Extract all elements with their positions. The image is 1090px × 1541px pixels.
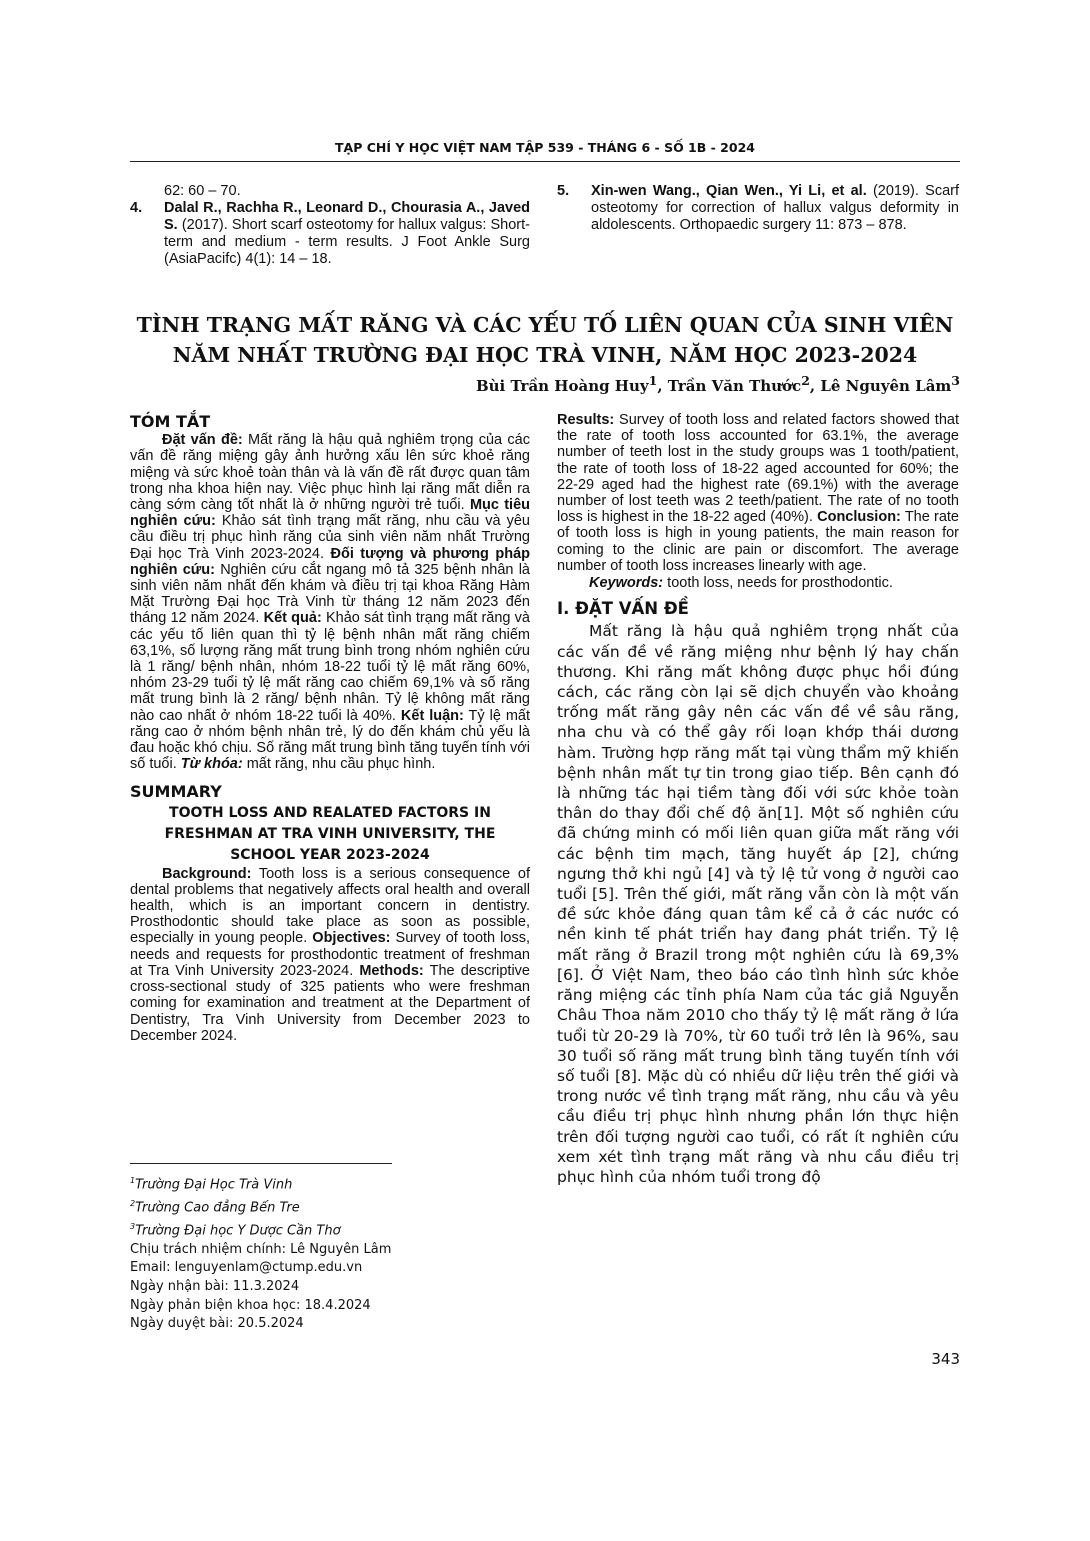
abstract-label: Đối tượng và phương pháp nghiên cứu: xyxy=(130,545,531,578)
author-separator: , xyxy=(657,377,668,395)
reference-text: (2019). Scarf osteotomy for correction of hallux valgus deformity in aldolescents. Orthopaedic surgery 11: 873 – 878. xyxy=(591,183,960,233)
journal-header: TẠP CHÍ Y HỌC VIỆT NAM TẬP 539 - THÁNG 6 - SỐ 1B - 2024 xyxy=(335,140,755,155)
author-name: Trần Văn Thước xyxy=(667,377,802,395)
abstract-label: Mục tiêu nghiên cứu: xyxy=(130,497,531,530)
reference-item xyxy=(130,200,530,268)
abstract-text: The descriptive cross-sectional study of 325 patients who were freshman coming for examination and treatment at the Department of Dentistry, Tra Vinh University from December 2023 to December 2024. xyxy=(130,962,530,1044)
abstract-text: Mất răng là hậu quả nghiêm trọng của các vấn đề răng miệng gây ảnh hưởng xấu lên sức khoẻ răng miệng và sức khoẻ toàn thân và là vấn đề rất được quan tâm trong nha khoa hiện nay. Việc phục hình lại răng mất diễn ra càng sớm càng tốt nhất là ở những người trẻ tuổi. xyxy=(130,432,530,514)
email-link[interactable]: Email: lenguyenlam@ctump.edu.vn xyxy=(130,1260,363,1276)
date-accepted: Ngày duyệt bài: 20.5.2024 xyxy=(130,1316,304,1332)
abstract-label: Background: xyxy=(162,865,252,882)
abstract-text: Tooth loss is a serious consequence of dental problems that negatively affects oral health and overall health, which is an important concern in dentistry. Prosthodontic should take place as soon as possible, especially in young people. xyxy=(130,865,530,947)
article-title xyxy=(130,310,960,370)
corresponding-author: Chịu trách nhiệm chính: Lê Nguyên Lâm xyxy=(130,1241,392,1257)
reference-number: 5. xyxy=(557,183,570,199)
date-received: Ngày nhận bài: 11.3.2024 xyxy=(130,1278,300,1294)
references-left xyxy=(130,183,530,268)
date-reviewed: Ngày phản biện khoa học: 18.4.2024 xyxy=(130,1297,371,1313)
abstract-en-keywords xyxy=(557,575,959,591)
abstract-text: Nghiên cứu cắt ngang mô tả 325 bệnh nhân là sinh viên năm nhất đến khám và điều trị tại khoa Răng Hàm Mặt Trường Đại học Trà Vinh từ tháng 12 năm 2023 đến tháng 12 năm 2024. xyxy=(130,561,530,627)
keywords-label: Keywords: xyxy=(589,575,664,592)
affiliation-3: $^3$Trường Đại học Y Dược Cần Thơ xyxy=(130,1221,341,1239)
author-affiliation-mark: 2 xyxy=(801,373,810,388)
abstract-text: Tỷ lệ mất răng cao ở nhóm bệnh nhân trẻ, lý do đến khám chủ yếu là đau hoặc khó chịu. Số răng mất trung bình tăng tuyến tính với số tuổi. xyxy=(130,707,531,773)
reference-text: 62: 60 – 70. xyxy=(164,183,241,199)
author-name: Lê Nguyên Lâm xyxy=(820,377,952,395)
reference-item xyxy=(557,183,959,234)
reference-continuation xyxy=(130,183,530,200)
author-list xyxy=(130,373,960,395)
references-right xyxy=(557,183,959,234)
keywords-text: tooth loss, needs for prosthodontic. xyxy=(663,575,893,592)
abstract-en-body-part2 xyxy=(557,412,959,574)
right-column xyxy=(557,412,959,1187)
page-number: 343 xyxy=(931,1350,960,1368)
author-affiliation-mark: 1 xyxy=(648,373,658,388)
abstract-text: Survey of tooth loss, needs and requests for prosthodontic treatment of freshman at Tra Vinh University 2023-2024. xyxy=(130,930,531,979)
abstract-label: Objectives: xyxy=(312,930,391,947)
header-rule xyxy=(130,161,960,162)
abstract-label: Kết luận: xyxy=(400,707,464,724)
footnote-rule xyxy=(130,1163,392,1164)
affiliation-2: $^2$Trường Cao đẳng Bến Tre xyxy=(130,1198,300,1216)
abstract-text: Survey of tooth loss and related factors showed that the rate of tooth loss accounted for 63.1%, the average number of teeth lost in the study groups was 1 tooth/patient, the rate of tooth loss of 18-22 aged accounted for 60%; the 22-29 aged had the highest rate (69.1%) with the average number of lost teeth was 2 teeth/patient. The rate of no tooth loss is highest in the 18-22 aged (40%). xyxy=(557,412,959,526)
author-separator: , xyxy=(809,377,821,395)
left-column xyxy=(130,414,530,1044)
abstract-label: Đặt vấn đề: xyxy=(162,432,243,449)
abstract-label: Results: xyxy=(557,412,615,428)
article-title-line-2: NĂM NHẤT TRƯỜNG ĐẠI HỌC TRÀ VINH, NĂM HỌC 2023-2024 xyxy=(172,343,918,367)
author-name: Bùi Trần Hoàng Huy xyxy=(475,377,649,395)
abstract-label: Methods: xyxy=(359,962,424,979)
keywords-text: mất răng, nhu cầu phục hình. xyxy=(242,756,436,773)
reference-text: (2017). Short scarf osteotomy for hallux valgus: Short-term and medium - term results. J Foot Ankle Surg (AsiaPacifc) 4(1): 14 – 18. xyxy=(164,217,530,267)
affiliation-1: $^1$Trường Đại Học Trà Vinh xyxy=(130,1176,293,1193)
abstract-text: Khảo sát tình trạng mất răng và các yếu tố liên quan thì tỷ lệ bệnh nhân mất răng chiếm 63,1%, số lượng răng mất trung bình trong nhóm nghiên cứu là 1 răng/ bệnh nhân, nhóm 18-22 tuổi tỷ lệ mất răng 60%, nhóm 23-29 tuổi tỷ lệ mất răng cao chiếm 69,1% và số răng mất trung bình là 2 răng/ bệnh nhân. Tỷ lệ không mất răng nào cao nhất ở nhóm 18-22 tuổi là 40%. xyxy=(130,610,530,724)
abstract-vi-heading: TÓM TẮT xyxy=(130,412,211,431)
footnotes xyxy=(130,1172,510,1334)
affiliation-text: Trường Cao đẳng Bến Tre xyxy=(135,1200,300,1216)
abstract-text: The rate of tooth loss is high in young patients, the main reason for coming to the clinic are pain or discomfort. The average number of tooth loss increases linearly with age. xyxy=(557,509,959,574)
abstract-label: Conclusion: xyxy=(817,509,901,526)
reference-authors: Xin-wen Wang., Qian Wen., Yi Li, et al. xyxy=(591,183,867,199)
affiliation-text: Trường Đại học Y Dược Cần Thơ xyxy=(135,1223,341,1239)
article-title-line-1: TÌNH TRẠNG MẤT RĂNG VÀ CÁC YẾU TỐ LIÊN QUAN CỦA SINH VIÊN xyxy=(136,313,954,337)
introduction-heading: I. ĐẶT VẤN ĐỀ xyxy=(557,599,689,619)
abstract-vi-body xyxy=(130,432,530,772)
abstract-en-body-part1 xyxy=(130,866,530,1044)
introduction-body: Mất răng là hậu quả nghiêm trọng nhất của các vấn đề về răng miệng như bệnh lý hay chấn thương. Khi răng mất không được phục hồi đúng cách, các răng còn lại sẽ dịch chuyển vào khoảng trống mất răng gây nên các vấn đề về sâu răng, nha chu và có thể gây rối loạn khớp thái dương hàm. Trường hợp răng mất tại vùng thẩm mỹ khiến bệnh nhân mất tự tin trong giao tiếp. Bên cạnh đó là những tác hại tiềm tàng đối với sức khỏe toàn thân do thay đổi chế độ ăn[1]. Một số nghiên cứu đã chứng minh có mối liên quan giữa mất răng với các bệnh tim mạch, tăng huyết áp [2], chứng ngưng thở khi ngủ [4] và tỷ lệ tử vong ở người cao tuổi [5]. Trên thế giới, mất răng vẫn còn là một vấn đề sức khỏe đáng quan tâm kể cả ở các nước có nền kinh tế phát triển hay đang phát triển. Tỷ lệ mất răng ở Brazil trong một nghiên cứu là 69,3% [6]. Ở Việt Nam, theo báo cáo tình hình sức khỏe răng miệng các tỉnh phía Nam của tác giả Nguyễn Châu Thoa năm 2010 cho thấy tỷ lệ mất răng ở lứa tuổi từ 20-29 là 70%, từ 60 tuổi trở lên là 96%, sau 30 tuổi số răng mất trung bình tăng tuyến tính với số tuổi [8]. Mặc dù có nhiều dữ liệu trên thế giới và trong nước về tình trạng mất răng, nhu cầu và yêu cầu điều trị phục hình nhưng phần lớn thực hiện trên đối tượng người cao tuổi, có rất ít nghiên cứu xem xét tình trạng mất răng và nhu cầu điều trị phục hình của nhóm tuổi trong độ xyxy=(557,622,959,1186)
summary-heading: SUMMARY xyxy=(130,782,222,802)
abstract-text: Khảo sát tình trạng mất răng, nhu cầu và yêu cầu điều trị phục hình răng của sinh viên năm nhất Trường Đại học Trà Vinh 2023-2024. xyxy=(130,513,530,562)
reference-authors: Dalal R., Rachha R., Leonard D., Chourasia A., Javed S. xyxy=(164,200,530,233)
reference-number: 4. xyxy=(130,200,143,216)
affiliation-text: Trường Đại Học Trà Vinh xyxy=(135,1177,293,1193)
keywords-label: Từ khóa: xyxy=(180,756,243,773)
abstract-label: Kết quả: xyxy=(263,610,322,627)
author-affiliation-mark: 3 xyxy=(951,373,960,388)
summary-title: TOOTH LOSS AND REALATED FACTORS IN FRESHMAN AT TRA VINH UNIVERSITY, THE SCHOOL YEAR 2023-2024 xyxy=(164,804,496,863)
